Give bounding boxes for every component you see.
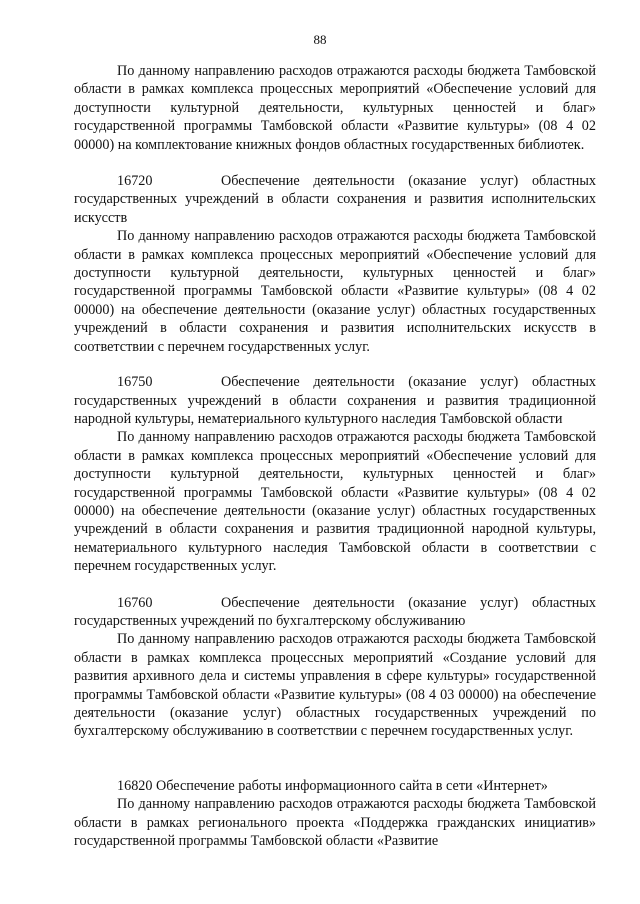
section-code: 16750 <box>117 374 153 391</box>
paragraph-accounting: По данному направлению расходов отражаются расходы бюджета Тамбовской области в рамках комплекса процессных мероприятий «Создание условий для развития архивного дела и системы управления в сфере культуры» государственной программы Тамбовской области «Развитие культуры» (08 4 03 00000) на обеспечение деятельности (оказание услуг) областных государственных учреждений по бухгалтерскому обслуживанию в соответствии с перечнем государственных услуг. <box>74 631 596 740</box>
section-heading-16820 <box>74 777 596 795</box>
section-title: Обеспечение деятельности (оказание услуг) областных государственных учреждений по бухгалтерскому обслуживанию <box>74 594 596 629</box>
paragraph-folk-culture: По данному направлению расходов отражаются расходы бюджета Тамбовской области в рамках комплекса процессных мероприятий «Обеспечение условий для доступности культурной деятельности, культурных ценностей и благ» государственной программы Тамбовской области «Развитие культуры» (08 4 02 00000) на обеспечение деятельности (оказание услуг) областных государственных учреждений в области сохранения и развития традиционной народной культуры, нематериального культурного наследия Тамбовской области в соответствии с перечнем государственных услуг. <box>74 429 596 575</box>
section-code: 16760 <box>117 594 153 611</box>
section-title: Обеспечение деятельности (оказание услуг) областных государственных учреждений в области сохранения и развития исполнительских искусств <box>74 173 596 226</box>
section-title: Обеспечение деятельности (оказание услуг) областных государственных учреждений в области сохранения и развития традиционной народной культуры, нематериального культурного наследия Тамбовской области <box>74 374 596 427</box>
section-heading-16760 <box>74 594 596 631</box>
section-code: 16820 <box>117 777 153 794</box>
section-title: Обеспечение работы информационного сайта в сети «Интернет» <box>156 777 548 794</box>
section-code: 16720 <box>117 173 153 190</box>
page-number: 88 <box>313 32 327 47</box>
section-heading-16720 <box>74 172 596 227</box>
paragraph-library-funds: По данному направлению расходов отражаются расходы бюджета Тамбовской области в рамках комплекса процессных мероприятий «Обеспечение условий для доступности культурной деятельности, культурных ценностей и благ» государственной программы Тамбовской области «Развитие культуры» (08 4 02 00000) на комплектование книжных фондов областных государственных библиотек. <box>74 63 596 153</box>
section-heading-16750 <box>74 373 596 428</box>
paragraph-performing-arts: По данному направлению расходов отражаются расходы бюджета Тамбовской области в рамках комплекса процессных мероприятий «Обеспечение условий для доступности культурной деятельности, культурных ценностей и благ» государственной программы Тамбовской области «Развитие культуры» (08 4 02 00000) на обеспечение деятельности (оказание услуг) областных государственных учреждений в области сохранения и развития исполнительских искусств в соответствии с перечнем государственных услуг. <box>74 228 596 355</box>
document-body <box>74 62 596 850</box>
paragraph-civil-initiatives: По данному направлению расходов отражаются расходы бюджета Тамбовской области в рамках регионального проекта «Поддержка гражданских инициатив» государственной программы Тамбовской области «Развитие <box>74 796 596 850</box>
